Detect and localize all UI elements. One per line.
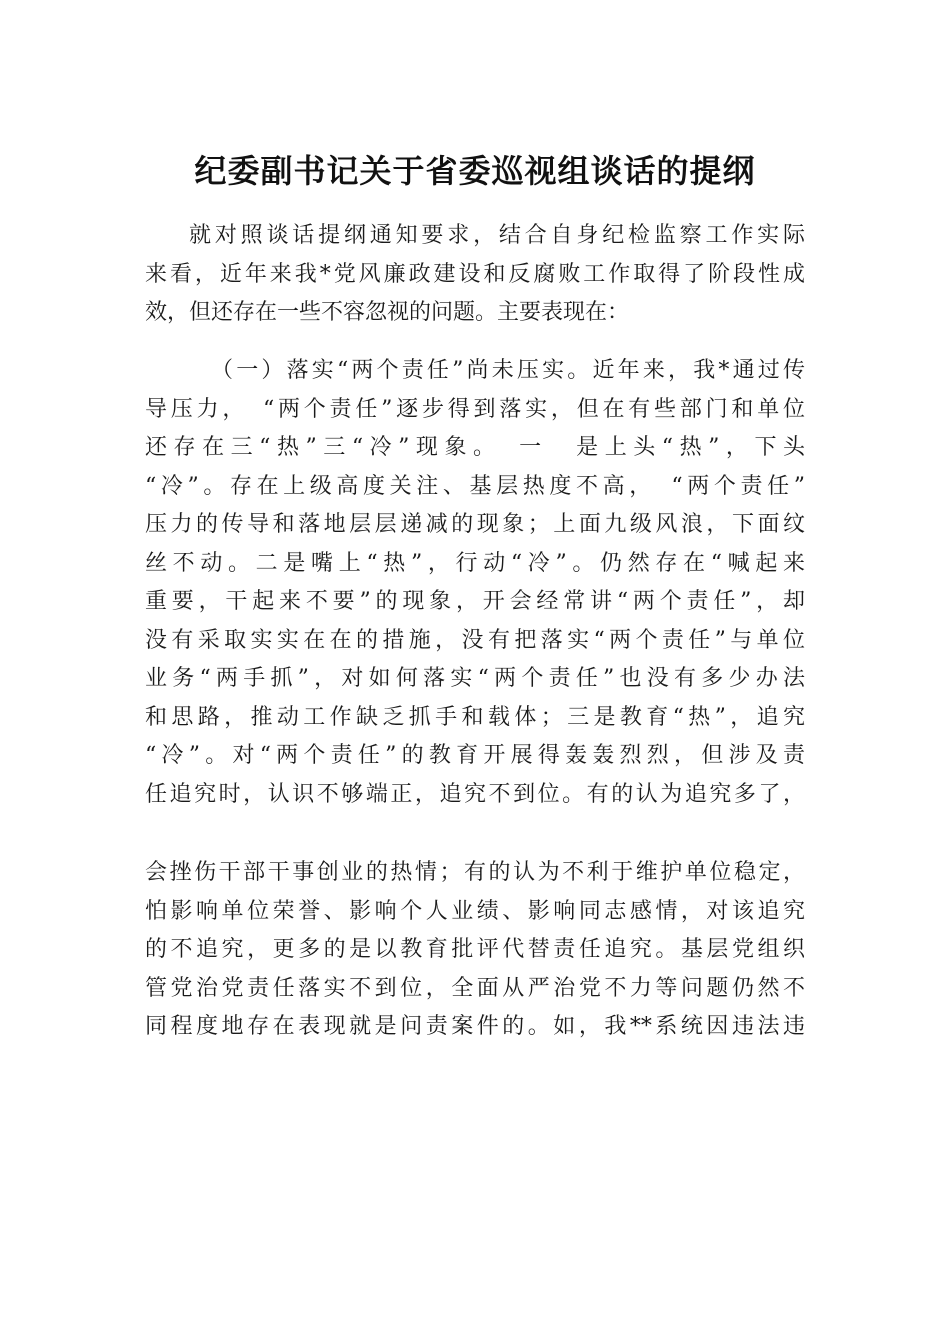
- text-line: 还存在三“热”三“冷”现象。 一 是上头“热”，下头: [145, 435, 805, 460]
- text-line: 丝不动。二是嘴上“热”，行动“冷”。仍然存在“喊起来: [145, 550, 805, 576]
- text-line: 的不追究，更多的是以教育批评代替责任追究。基层党组织: [145, 937, 805, 962]
- text-line: 同程度地存在表现就是问责案件的。如，我**系统因违法违: [145, 1014, 805, 1039]
- text-line: 就对照谈话提纲通知要求，结合自身纪检监察工作实际: [189, 223, 805, 248]
- text-line: “冷”。存在上级高度关注、基层热度不高， “两个责任”: [145, 473, 805, 499]
- text-line: 来看，近年来我*党风廉政建设和反腐败工作取得了阶段性成: [145, 261, 805, 287]
- text-line: 导压力， “两个责任”逐步得到落实，但在有些部门和单位: [145, 396, 805, 422]
- text-line: 会挫伤干部干事创业的热情；有的认为不利于维护单位稳定，: [145, 860, 805, 885]
- text-line: 效，但还存在一些不容忽视的问题。主要表现在：: [145, 300, 630, 325]
- text-line: 压力的传导和落地层层递减的现象；上面九级风浪，下面纹: [145, 512, 805, 537]
- document-title: 纪委副书记关于省委巡视组谈话的提纲: [194, 152, 756, 190]
- text-line: 没有采取实实在在的措施，没有把落实“两个责任”与单位: [145, 627, 805, 653]
- text-line: “冷”。对“两个责任”的教育开展得轰轰烈烈，但涉及责: [145, 743, 805, 768]
- text-line: 怕影响单位荣誉、影响个人业绩、影响同志感情，对该追究: [145, 898, 805, 924]
- paragraph-intro: [145, 217, 805, 333]
- text-line: 业务“两手抓”，对如何落实“两个责任”也没有多少办法: [145, 666, 805, 691]
- text-line: 和思路，推动工作缺乏抓手和载体；三是教育“热”，追究: [145, 704, 805, 730]
- paragraph-section-one: [145, 352, 805, 853]
- text-line: [145, 814, 805, 853]
- text-line: （一）落实“两个责任”尚未压实。近年来，我*通过传: [211, 358, 805, 383]
- text-line: 管党治党责任落实不到位，全面从严治党不力等问题仍然不: [145, 975, 805, 1001]
- text-line: 重要，干起来不要”的现象，开会经常讲“两个责任”，却: [145, 589, 805, 614]
- text-line: 任追究时，认识不够端正，追究不到位。有的认为追究多了，: [145, 781, 805, 807]
- paragraph-continuation: [145, 854, 805, 1047]
